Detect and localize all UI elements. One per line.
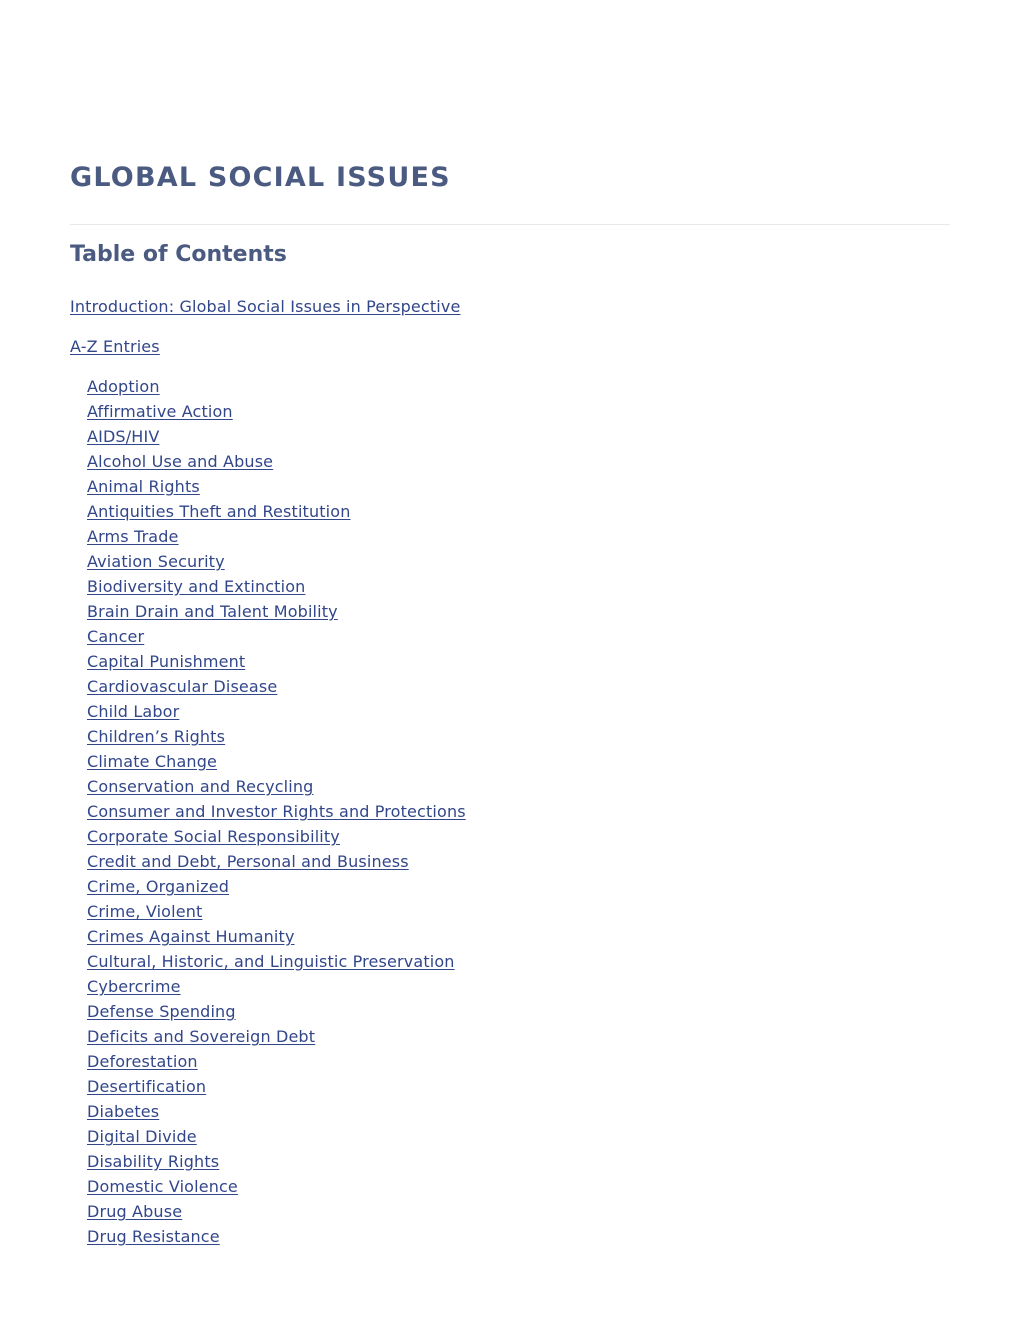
list-item [87, 1001, 466, 1026]
entry-link[interactable]: Arms Trade [87, 527, 179, 546]
list-item [87, 1176, 466, 1201]
list-item [87, 1101, 466, 1126]
list-item [87, 726, 466, 751]
entries-list [87, 376, 466, 1251]
entry-link[interactable]: Domestic Violence [87, 1177, 238, 1196]
list-item [87, 1226, 466, 1251]
list-item [87, 1076, 466, 1101]
list-item [87, 701, 466, 726]
entry-link[interactable]: Disability Rights [87, 1152, 220, 1171]
entry-link[interactable]: Cybercrime [87, 977, 181, 996]
entry-link[interactable]: Defense Spending [87, 1002, 236, 1021]
entry-link[interactable]: Cardiovascular Disease [87, 677, 278, 696]
entry-link[interactable]: Aviation Security [87, 552, 225, 571]
entry-link[interactable]: Affirmative Action [87, 402, 233, 421]
list-item [87, 626, 466, 651]
list-item [87, 901, 466, 926]
az-entries-link[interactable]: A-Z Entries [70, 337, 160, 356]
list-item [87, 826, 466, 851]
entry-link[interactable]: Adoption [87, 377, 160, 396]
entry-link[interactable]: Digital Divide [87, 1127, 197, 1146]
book-title: GLOBAL SOCIAL ISSUES [70, 162, 451, 193]
list-item [87, 376, 466, 401]
entry-link[interactable]: Drug Resistance [87, 1227, 220, 1246]
entry-link[interactable]: AIDS/HIV [87, 427, 160, 446]
list-item [87, 451, 466, 476]
entry-link[interactable]: Crime, Violent [87, 902, 203, 921]
list-item [87, 1201, 466, 1226]
list-item [87, 526, 466, 551]
list-item [87, 401, 466, 426]
entry-link[interactable]: Antiquities Theft and Restitution [87, 502, 351, 521]
entry-link[interactable]: Alcohol Use and Abuse [87, 452, 274, 471]
list-item [87, 426, 466, 451]
entry-link[interactable]: Diabetes [87, 1102, 160, 1121]
entry-link[interactable]: Corporate Social Responsibility [87, 827, 340, 846]
list-item [87, 951, 466, 976]
entry-link[interactable]: Cultural, Historic, and Linguistic Preservation [87, 952, 455, 971]
entry-link[interactable]: Crime, Organized [87, 877, 230, 896]
list-item [87, 576, 466, 601]
list-item [87, 751, 466, 776]
entry-link[interactable]: Children’s Rights [87, 727, 226, 746]
entry-link[interactable]: Biodiversity and Extinction [87, 577, 306, 596]
entry-link[interactable]: Desertification [87, 1077, 207, 1096]
entry-link[interactable]: Deficits and Sovereign Debt [87, 1027, 316, 1046]
entry-link[interactable]: Capital Punishment [87, 652, 246, 671]
entry-link[interactable]: Crimes Against Humanity [87, 927, 295, 946]
list-item [87, 1026, 466, 1051]
entry-link[interactable]: Brain Drain and Talent Mobility [87, 602, 338, 621]
entry-link[interactable]: Animal Rights [87, 477, 200, 496]
entry-link[interactable]: Climate Change [87, 752, 218, 771]
entry-link[interactable]: Cancer [87, 627, 145, 646]
list-item [87, 1151, 466, 1176]
title-divider [70, 224, 950, 225]
list-item [87, 926, 466, 951]
entry-link[interactable]: Child Labor [87, 702, 180, 721]
list-item [87, 801, 466, 826]
list-item [87, 876, 466, 901]
entry-link[interactable]: Consumer and Investor Rights and Protections [87, 802, 466, 821]
list-item [87, 651, 466, 676]
list-item [87, 976, 466, 1001]
list-item [87, 476, 466, 501]
introduction-link[interactable]: Introduction: Global Social Issues in Perspective [70, 297, 461, 316]
list-item [87, 1051, 466, 1076]
entry-link[interactable]: Deforestation [87, 1052, 198, 1071]
list-item [87, 851, 466, 876]
toc-heading: Table of Contents [70, 242, 287, 267]
list-item [87, 776, 466, 801]
list-item [87, 1126, 466, 1151]
list-item [87, 676, 466, 701]
entry-link[interactable]: Conservation and Recycling [87, 777, 314, 796]
entry-link[interactable]: Credit and Debt, Personal and Business [87, 852, 409, 871]
entry-link[interactable]: Drug Abuse [87, 1202, 183, 1221]
list-item [87, 601, 466, 626]
list-item [87, 551, 466, 576]
list-item [87, 501, 466, 526]
